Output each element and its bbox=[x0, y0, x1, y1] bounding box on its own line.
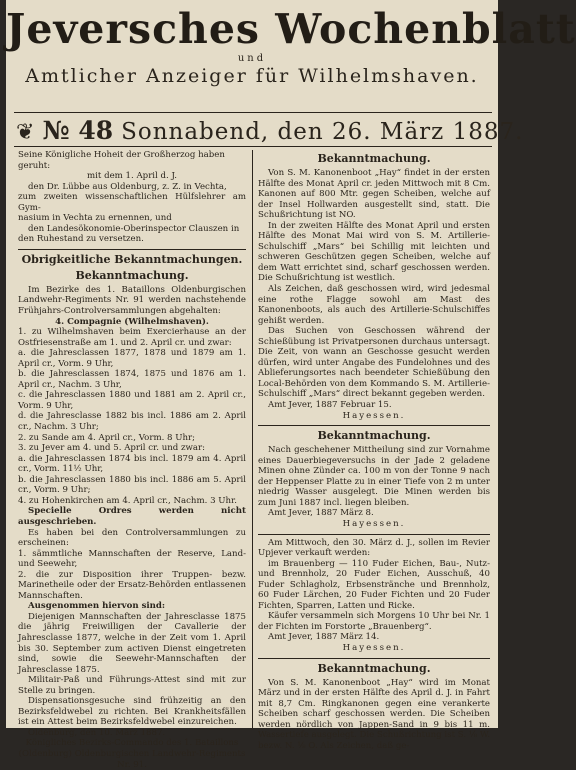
issue-line bbox=[16, 116, 524, 145]
notice-para: b. die Jahresclassen 1874, 1875 und 1876 am 1. April cr., Nachm. 3 Uhr, bbox=[18, 369, 246, 390]
notice-title: Bekanntmachung. bbox=[317, 661, 431, 675]
notice-title: Bekanntmachung. bbox=[317, 429, 431, 443]
intro-line: den Dr. Lübbe aus Oldenburg, z. Z. in Vechta, bbox=[28, 181, 227, 192]
intro-line: geruht: bbox=[18, 160, 51, 171]
notice-para: Militair-Paß und Führungs-Attest sind mit zur Stelle zu bringen. bbox=[18, 675, 246, 696]
notice-rule bbox=[258, 658, 490, 659]
notice-para: Ausgenommen hiervon sind: bbox=[28, 601, 166, 612]
notice-para: 4. Compagnie (Wilhelmshaven). bbox=[55, 316, 209, 327]
notice-para: im Brauenberg — 110 Fuder Eichen, Bau-, Nutz- und Brennholz, 20 Fuder Eichen, Ausschuß, 40 Fuder Schlagholz, Erbsenstränche und Brennholz, 60 Fuder Lärchen, 20 Fuder Fichten und 20 Fuder Fichten, Sparren, Latten und Ricke. bbox=[258, 558, 490, 611]
notice-para: Käufer versammeln sich Morgens 10 Uhr bei Nr. 1 der Fichten im Forstorte „Brauenberg“. bbox=[258, 611, 490, 632]
notice-para: d. die Jahresclasse 1882 bis incl. 1886 am 2. April cr., Nachm. 3 Uhr; bbox=[18, 411, 246, 433]
newspaper-page bbox=[6, 0, 576, 770]
notice-rule bbox=[258, 534, 490, 535]
notice-para: Es haben bei den Controlversammlungen zu erscheinen: bbox=[18, 527, 246, 549]
notice-para: 3. zu Jever am 4. und 5. April cr. und zwar: bbox=[18, 443, 206, 454]
issue-number: № 48 bbox=[42, 116, 114, 145]
intro-line: nasium in Vechta zu ernennen, und bbox=[18, 213, 172, 224]
intro-line: Seine Königliche Hoheit der Großherzog haben bbox=[18, 150, 225, 160]
notice-para: Von S. M. Kanonenboot „Hay“ findet in der ersten Hälfte des Monat April cr. jeden Mittwoch mit 8 Cm. Kanonen auf 800 Mtr. gegen Scheiben, welche auf der Insel Hollwarden ausgestellt sind, statt. Die Schußrichtung ist NO. bbox=[258, 168, 490, 221]
notice-para: Nach geschehener Mittheilung sind zur Vornahme eines Dauerbiegeversuchs in der Jade 2 geladene Minen ohne Zünder ca. 100 m von der Tonne 9 nach der Heppenser Platte zu in einer Tiefe von 2 m unter niedrig Wasser ausgelegt. Die Minen werden bis zum Juni 1887 incl. liegen bleiben. bbox=[258, 445, 490, 508]
left-column bbox=[18, 150, 246, 770]
section-rule bbox=[18, 249, 246, 250]
notice-para: Von S. M. Kanonenboot „Hay“ wird im Monat März und in der ersten Hälfte des April d. J. in Fahrt mit 8,7 Cm. Ringkanonen gegen eine verankerte Scheiben scharf geschossen werden. Die Scheiben werden nördlich von Jappen-Sand in 9 bis 11 m. Wassertiefe ausgelegt. Die Schußrichtung ist S. ⅛ W. bezw. N. ⅛ O. Als Zeichen, daß ge- bbox=[258, 677, 490, 751]
notice-para: 4. zu Hohenkirchen am 4. April cr., Nachm. 3 Uhr. bbox=[18, 495, 237, 506]
notice-para: 2. die zur Disposition ihrer Truppen- bezw. Marinetheile oder der Ersatz-Behörden entlassenen Mannschaften. bbox=[18, 569, 246, 601]
section-title: Obrigkeitliche Bekanntmachungen. bbox=[21, 252, 243, 266]
intro-line: den Landesökonomie-Oberinspector Clauszen in bbox=[28, 223, 240, 234]
masthead-und: und bbox=[237, 53, 267, 64]
notice-signature: Hayessen. bbox=[342, 642, 406, 653]
notice-rule bbox=[258, 425, 490, 426]
notice-para: b. die Jahresclassen 1880 bis incl. 1886 am 5. April cr., Vorm. 9 Uhr; bbox=[18, 474, 246, 496]
notice-para: Am Mittwoch, den 30. März d. J., sollen im Revier Upjever verkauft werden: bbox=[258, 537, 490, 559]
column-divider bbox=[252, 150, 253, 728]
notice-para: 1. zu Wilhelmshaven beim Exercierhause an der Ostfriesenstraße am 1. und 2. April cr. und zwar: bbox=[18, 327, 246, 348]
notice-para: c. die Jahresclassen 1880 und 1881 am 2. April cr., Vorm. 9 Uhr, bbox=[18, 390, 246, 411]
notice-date: Amt Jever, 1887 März 8. bbox=[268, 508, 374, 519]
notice-title: Bekanntmachung. bbox=[317, 152, 431, 165]
notice-para: 1. sämmtliche Mannschaften der Reserve, Land- und Seewehr, bbox=[18, 548, 246, 570]
notice-para: Als Zeichen, daß geschossen wird, wird jedesmal eine rothe Flagge sowohl am Mast des Kanonenboots, als auch des Artillerie-Schulschiffes gehißt werden. bbox=[258, 284, 490, 326]
notice-para: a. die Jahresclassen 1874 bis incl. 1879 am 4. April cr., Vorm. 11½ Uhr, bbox=[18, 453, 246, 475]
notice-para: Dispensationsgesuche sind frühzeitig an den Bezirksfeldwebel zu richten. Bei Krankheitsfällen ist ein Attest beim Bezirksfeldwebel einzureichen. bbox=[18, 696, 246, 728]
notice-signature: Hayessen. bbox=[342, 410, 406, 421]
notice-para: Specielle Ordres werden nicht ausgeschrieben. bbox=[18, 506, 246, 527]
notice-para: 2. zu Sande am 4. April cr., Vorm. 8 Uhr; bbox=[18, 432, 196, 443]
intro-line: den Ruhestand zu versetzen. bbox=[18, 234, 144, 245]
notice-signature: Königliches Bezirks-Commando des 1. Bataillons (Oldenburg) Oldenburgischen Landwehr-Regiments Nr. 91. bbox=[18, 738, 246, 770]
notice-para: a. die Jahresclassen 1877, 1878 und 1879 am 1. April cr., Vorm. 9 Uhr, bbox=[18, 348, 246, 369]
ornament-icon: ❦ bbox=[16, 120, 35, 145]
section-subtitle: Bekanntmachung. bbox=[75, 268, 189, 282]
notice-para: Das Suchen von Geschossen während der Schießübung ist Privatpersonen durchaus untersagt. Die Zeit, von wann an Geschosse gesucht werden dürfen, wird unter Angabe des Fundelohnes und des Ablieferungsortes nach beendeter Schießübung den Local-Behörden von dem Kommando S. M. Artillerie-Schulschiff „Mars“ direct bekannt gegeben werden. bbox=[258, 326, 490, 400]
notice-date: Oldenburg, den 10. März 1887. bbox=[28, 727, 166, 738]
notice-signature: Hayessen. bbox=[342, 518, 406, 529]
issue-date: Sonnabend, den 26. März 1887. bbox=[121, 119, 524, 145]
newspaper-subtitle: Amtlicher Anzeiger für Wilhelmshaven. bbox=[25, 65, 479, 87]
notice-date: Amt Jever, 1887 Februar 15. bbox=[268, 400, 392, 411]
notice-para: In der zweiten Hälfte des Monat April und ersten Hälfte des Monat Mai wird von S. M. Artillerie-Schulschiff „Mars“ bei Schillig mit leichten und schweren Geschützen gegen Scheiben, welche auf dem Watt errichtet sind, scharf geschossen werden. Die Schußrichtung ist westlich. bbox=[258, 220, 490, 284]
notice-date: Amt Jever, 1887 März 14. bbox=[268, 632, 380, 643]
masthead-rule bbox=[14, 112, 492, 113]
intro-line: mit dem 1. April d. J. bbox=[87, 171, 177, 182]
right-column bbox=[258, 150, 490, 751]
notice-para: Im Bezirke des 1. Bataillons Oldenburgischen Landwehr-Regiments Nr. 91 werden nachstehende Frühjahrs-Controlversammlungen abgehalten: bbox=[18, 284, 246, 317]
masthead bbox=[6, 4, 576, 88]
newspaper-title: Jeversches Wochenblatt bbox=[6, 5, 576, 53]
intro-line: zum zweiten wissenschaftlichen Hülfslehrer am Gym- bbox=[18, 192, 246, 213]
notice-para: Diejenigen Mannschaften der Jahresclasse 1875 die jährig Freiwilligen der Cavallerie der Jahresclasse 1877, welche in der Zeit vom 1. April bis 30. September zum activen Dienst eingetreten sind, sowie die Seewehr-Mannschaften der Jahresclasse 1875. bbox=[18, 611, 246, 675]
issue-rule bbox=[14, 146, 492, 147]
